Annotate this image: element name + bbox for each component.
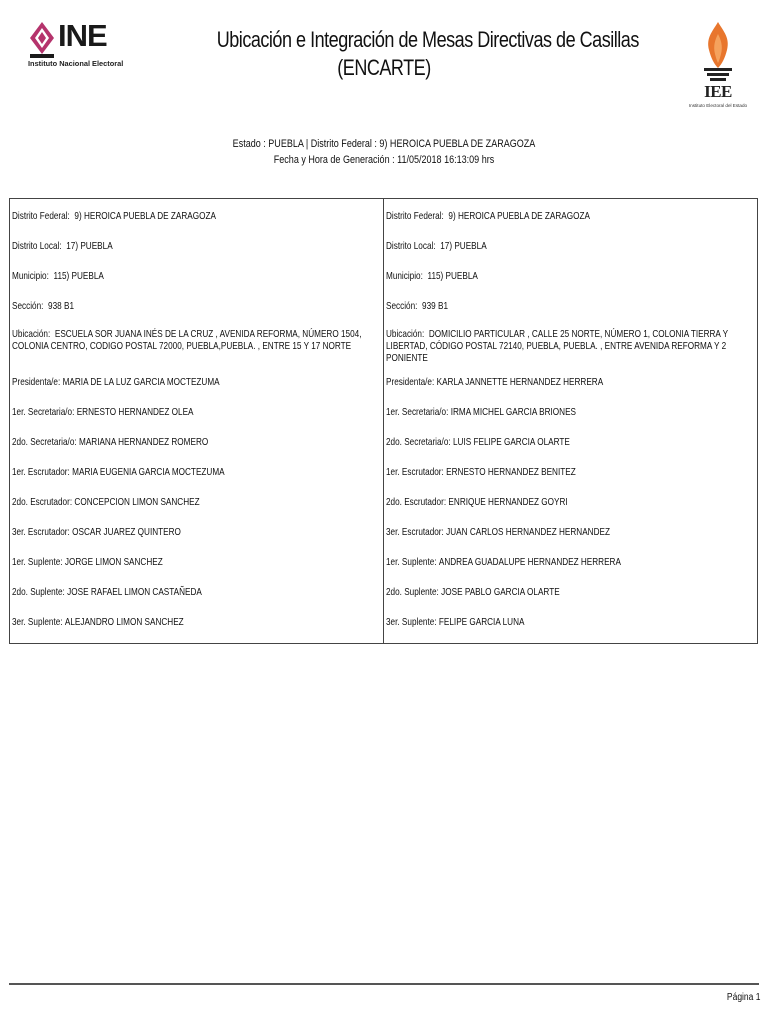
- escrutador1-row: [12, 466, 383, 478]
- municipio-row: [386, 270, 757, 282]
- secretario2-label: 2do. Secretaria/o:: [12, 436, 77, 448]
- section-column-right: [383, 199, 757, 643]
- iee-logo: [688, 20, 748, 112]
- distrito-federal-value: 9) HEROICA PUEBLA DE ZARAGOZA: [74, 210, 216, 222]
- suplente1-row: [386, 556, 757, 568]
- municipio-label: Municipio:: [12, 270, 49, 282]
- ubicacion-row: [12, 328, 379, 352]
- distrito-local-row: [386, 240, 757, 252]
- ubicacion-label: Ubicación:: [12, 328, 51, 340]
- secretario2-value: MARIANA HERNANDEZ ROMERO: [78, 436, 209, 448]
- suplente3-value: FELIPE GARCIA LUNA: [438, 616, 525, 628]
- distrito-federal-label: Distrito Federal:: [12, 210, 70, 222]
- title-line-2: (ENCARTE): [337, 55, 431, 80]
- suplente1-label: 1er. Suplente:: [12, 556, 63, 568]
- seccion-label: Sección:: [12, 300, 44, 312]
- ubicacion-label: Ubicación:: [386, 328, 425, 340]
- secretario1-row: [12, 406, 383, 418]
- escrutador1-label: 1er. Escrutador:: [386, 466, 444, 478]
- ine-emblem-icon: [30, 22, 54, 58]
- presidente-label: Presidenta/e:: [386, 376, 435, 388]
- ubicacion-value: ESCUELA SOR JUANA INÉS DE LA CRUZ , AVENIDA REFORMA, NÚMERO 1504, COLONIA CENTRO, CODIGO POSTAL 72000, PUEBLA,PUEBLA. , ENTRE 15 Y 17 NORTE: [12, 328, 362, 352]
- title-line-1: Ubicación e Integración de Mesas Directivas de Casillas: [216, 27, 639, 52]
- suplente2-row: [12, 586, 383, 598]
- escrutador3-label: 3er. Escrutador:: [386, 526, 444, 538]
- secretario2-label: 2do. Secretaria/o:: [386, 436, 451, 448]
- suplente2-label: 2do. Suplente:: [386, 586, 439, 598]
- ine-logo-text: INE: [58, 18, 107, 53]
- secretario2-value: LUIS FELIPE GARCIA OLARTE: [452, 436, 570, 448]
- section-column-left: [10, 199, 383, 643]
- secretario1-value: ERNESTO HERNANDEZ OLEA: [76, 406, 194, 418]
- seccion-value: 938 B1: [48, 300, 74, 312]
- suplente3-label: 3er. Suplente:: [12, 616, 63, 628]
- secretario1-label: 1er. Secretaria/o:: [386, 406, 449, 418]
- presidente-value: MARIA DE LA LUZ GARCIA MOCTEZUMA: [62, 376, 220, 388]
- escrutador1-value: MARIA EUGENIA GARCIA MOCTEZUMA: [72, 466, 225, 478]
- iee-torch-icon: [694, 20, 742, 82]
- distrito-federal-row: [386, 210, 757, 222]
- distrito-local-label: Distrito Local:: [386, 240, 436, 252]
- suplente1-row: [12, 556, 383, 568]
- escrutador1-row: [386, 466, 757, 478]
- casillas-table: [9, 198, 758, 644]
- escrutador3-row: [386, 526, 757, 538]
- presidente-value: KARLA JANNETTE HERNANDEZ HERRERA: [436, 376, 604, 388]
- municipio-value: 115) PUEBLA: [53, 270, 104, 282]
- secretario1-row: [386, 406, 757, 418]
- suplente3-row: [12, 616, 383, 628]
- escrutador2-row: [386, 496, 757, 508]
- secretario2-row: [12, 436, 383, 448]
- escrutador2-value: ENRIQUE HERNANDEZ GOYRI: [448, 496, 568, 508]
- escrutador2-value: CONCEPCION LIMON SANCHEZ: [74, 496, 200, 508]
- ubicacion-value: DOMICILIO PARTICULAR , CALLE 25 NORTE, NÚMERO 1, COLONIA TIERRA Y LIBERTAD, CÓDIGO POSTAL 72140, PUEBLA, PUEBLA. , ENTRE AVENIDA REFORMA Y 2 PONIENTE: [386, 328, 728, 364]
- iee-logo-text: IEE: [704, 82, 732, 101]
- footer-divider: [9, 983, 759, 985]
- suplente1-value: JORGE LIMON SANCHEZ: [64, 556, 163, 568]
- seccion-value: 939 B1: [422, 300, 448, 312]
- page-title: [216, 26, 639, 82]
- escrutador2-row: [12, 496, 383, 508]
- escrutador1-label: 1er. Escrutador:: [12, 466, 70, 478]
- distrito-local-value: 17) PUEBLA: [66, 240, 113, 252]
- distrito-local-value: 17) PUEBLA: [440, 240, 487, 252]
- suplente3-value: ALEJANDRO LIMON SANCHEZ: [64, 616, 184, 628]
- generation-datetime: Fecha y Hora de Generación : 11/05/2018 16:13:09 hrs: [273, 154, 495, 166]
- suplente2-row: [386, 586, 757, 598]
- municipio-row: [12, 270, 383, 282]
- presidente-label: Presidenta/e:: [12, 376, 61, 388]
- presidente-row: [12, 376, 383, 388]
- suplente2-label: 2do. Suplente:: [12, 586, 65, 598]
- distrito-federal-row: [12, 210, 383, 222]
- secretario1-value: IRMA MICHEL GARCIA BRIONES: [450, 406, 577, 418]
- escrutador1-value: ERNESTO HERNANDEZ BENITEZ: [446, 466, 576, 478]
- iee-logo-subtitle: Instituto Electoral del Estado: [688, 103, 748, 108]
- suplente2-value: JOSE PABLO GARCIA OLARTE: [441, 586, 560, 598]
- distrito-local-row: [12, 240, 383, 252]
- suplente3-row: [386, 616, 757, 628]
- generation-info: [0, 136, 768, 168]
- ine-logo: [26, 20, 136, 72]
- suplente1-label: 1er. Suplente:: [386, 556, 437, 568]
- distrito-local-label: Distrito Local:: [12, 240, 62, 252]
- escrutador2-label: 2do. Escrutador:: [386, 496, 447, 508]
- seccion-label: Sección:: [386, 300, 418, 312]
- secretario1-label: 1er. Secretaria/o:: [12, 406, 75, 418]
- suplente3-label: 3er. Suplente:: [386, 616, 437, 628]
- page-number: Página 1: [726, 992, 760, 1003]
- estado-distrito-line: Estado : PUEBLA | Distrito Federal : 9) HEROICA PUEBLA DE ZARAGOZA: [232, 138, 536, 150]
- presidente-row: [386, 376, 757, 388]
- distrito-federal-value: 9) HEROICA PUEBLA DE ZARAGOZA: [448, 210, 590, 222]
- seccion-row: [12, 300, 383, 312]
- distrito-federal-label: Distrito Federal:: [386, 210, 444, 222]
- escrutador3-row: [12, 526, 383, 538]
- seccion-row: [386, 300, 757, 312]
- suplente2-value: JOSE RAFAEL LIMON CASTAÑEDA: [67, 586, 202, 598]
- municipio-label: Municipio:: [386, 270, 423, 282]
- escrutador3-value: OSCAR JUAREZ QUINTERO: [72, 526, 181, 538]
- suplente1-value: ANDREA GUADALUPE HERNANDEZ HERRERA: [438, 556, 621, 568]
- escrutador2-label: 2do. Escrutador:: [12, 496, 73, 508]
- ine-logo-subtitle: Instituto Nacional Electoral: [28, 59, 124, 68]
- escrutador3-value: JUAN CARLOS HERNANDEZ HERNANDEZ: [446, 526, 610, 538]
- ubicacion-row: [386, 328, 753, 364]
- municipio-value: 115) PUEBLA: [427, 270, 478, 282]
- escrutador3-label: 3er. Escrutador:: [12, 526, 70, 538]
- secretario2-row: [386, 436, 757, 448]
